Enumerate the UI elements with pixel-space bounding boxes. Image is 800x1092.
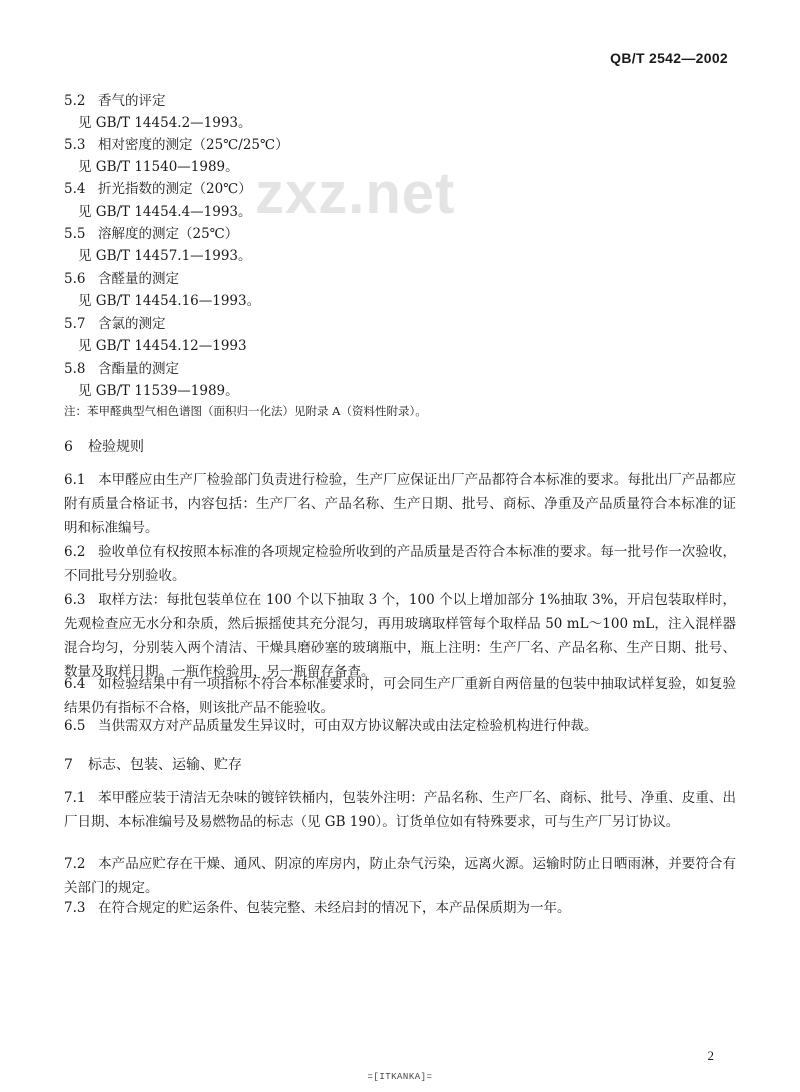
- section-5-2-ref: 见 GB/T 14454.2—1993。: [78, 115, 252, 131]
- para-6-1: 6.1 本甲醛应由生产厂检验部门负责进行检验，生产厂应保证出厂产品都符合本标准的要求。每批出厂产品都应附有质量合格证书，内容包括：生产厂名、产品名称、生产日期、批号、商标、净重及产品质量符合本标准的证明和标准编号。: [64, 472, 736, 536]
- section-5-6-title: 5.6 含醛量的测定: [64, 271, 179, 287]
- section-5-7-ref: 见 GB/T 14454.12—1993: [78, 338, 247, 354]
- para-6-4: 6.4 如检验结果中有一项指标不符合本标准要求时，可会同生产厂重新自两倍量的包装中抽取试样复验，如复验结果仍有指标不合格，则该批产品不能验收。: [64, 676, 736, 716]
- chapter-7-heading: 7 标志、包装、运输、贮存: [64, 757, 242, 773]
- para-7-1: 7.1 苯甲醛应装于清洁无杂味的镀锌铁桶内，包装外注明：产品名称、生产厂名、商标、批号、净重、皮重、出厂日期、本标准编号及易燃物品的标志（见 GB 190）。订货单位如有特殊要求，可与生产厂另订协议。: [64, 790, 736, 830]
- section-5-6-ref: 见 GB/T 14454.16—1993。: [78, 293, 261, 309]
- section-5-8-title: 5.8 含酯量的测定: [64, 361, 179, 377]
- footer-mark: =[ITKANKA]=: [367, 1072, 433, 1082]
- section-5-3-ref: 见 GB/T 11540—1989。: [78, 159, 239, 175]
- section-5-2-title: 5.2 香气的评定: [64, 93, 166, 109]
- section-5-5-title: 5.5 溶解度的测定（25℃）: [64, 226, 239, 242]
- section-5-4-title: 5.4 折光指数的测定（20℃）: [64, 181, 252, 197]
- section-5-3-title: 5.3 相对密度的测定（25℃/25℃）: [64, 137, 289, 153]
- para-6-3: 6.3 取样方法：每批包装单位在 100 个以下抽取 3 个，100 个以上增加部分 1%抽取 3%，开启包装取样时，先观检查应无水分和杂质，然后振摇使其充分混匀，再用玻璃取样管每个取样品 50 mL～100 mL，注入混样器混合均匀，分别装入两个清洁、干燥具磨砂塞的玻璃瓶中，瓶上注明：生产厂名、产品名称、生产日期、批号、数量及取样日期。一瓶作检验用，另一瓶留存备查。: [64, 592, 736, 680]
- para-7-2: 7.2 本产品应贮存在干燥、通风、阴凉的库房内，防止杂气污染，远离火源。运输时防止日晒雨淋，并要符合有关部门的规定。: [64, 856, 736, 896]
- para-7-3: 7.3 在符合规定的贮运条件、包装完整、未经启封的情况下，本产品保质期为一年。: [64, 900, 571, 916]
- section-5-4-ref: 见 GB/T 14454.4—1993。: [78, 204, 252, 220]
- section-5-7-title: 5.7 含氯的测定: [64, 316, 166, 332]
- note: 注：苯甲醛典型气相色谱图（面积归一化法）见附录 A（资料性附录）。: [64, 404, 427, 418]
- section-5-8-ref: 见 GB/T 11539—1989。: [78, 383, 239, 399]
- standard-code: QB/T 2542—2002: [610, 50, 728, 66]
- para-6-2: 6.2 验收单位有权按照本标准的各项规定检验所收到的产品质量是否符合本标准的要求。每一批号作一次验收，不同批号分别验收。: [64, 544, 736, 584]
- section-5-5-ref: 见 GB/T 14457.1—1993。: [78, 248, 252, 264]
- page-number: 2: [707, 1048, 714, 1063]
- watermark: zxz.net: [255, 161, 456, 226]
- para-6-5: 6.5 当供需双方对产品质量发生异议时，可由双方协议解决或由法定检验机构进行仲裁。: [64, 718, 598, 734]
- chapter-6-heading: 6 检验规则: [64, 439, 144, 455]
